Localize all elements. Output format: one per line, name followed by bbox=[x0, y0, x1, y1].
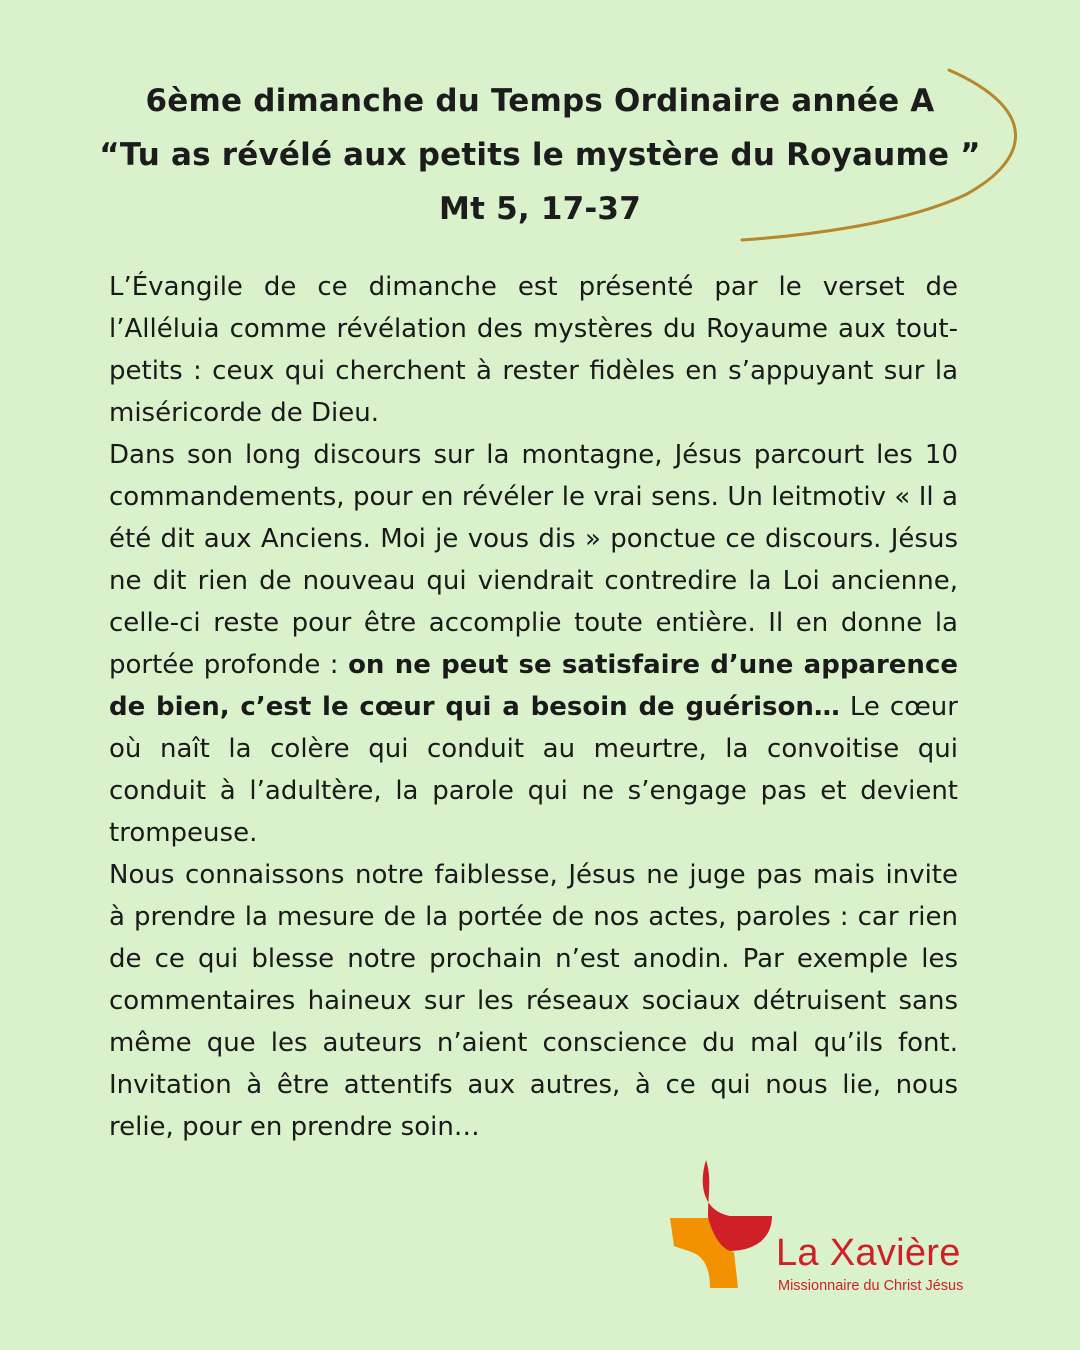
la-xaviere-logo bbox=[668, 1156, 988, 1306]
page-header bbox=[0, 74, 1080, 236]
paragraph-discourse-end: Le cœur où naît la colère qui conduit au meurtre, la convoitise qui conduit à l’adultère, la parole qui ne s’engage pas et devient trompeuse. bbox=[109, 692, 958, 848]
theme-quote: “Tu as révélé aux petits le mystère du Royaume ” bbox=[99, 137, 981, 173]
paragraph-intro: L’Évangile de ce dimanche est présenté par le verset de l’Alléluia comme révélation des mystères du Royaume aux tout-petits : ceux qui cherchent à rester fidèles en s’appuyant sur la miséricorde de Dieu. bbox=[109, 272, 958, 428]
liturgical-date-title: 6ème dimanche du Temps Ordinaire année A bbox=[145, 83, 935, 119]
paragraph-discourse-emphasis: on ne peut se satisfaire d’une apparence de bien, c’est le cœur qui a besoin de guérison… bbox=[109, 650, 958, 722]
paragraph-discourse bbox=[109, 434, 958, 854]
logo-tagline: Missionnaire du Christ Jésus bbox=[778, 1278, 964, 1294]
paragraph-discourse-start: Dans son long discours sur la montagne, Jésus parcourt les 10 commandements, pour en révéler le vrai sens. Un leitmotiv « Il a été dit aux Anciens. Moi je vous dis » ponctue ce discours. Jésus ne dit rien de nouveau qui viendrait contredire la Loi ancienne, celle-ci reste pour être accomplie toute entière. Il en donne la portée profonde : bbox=[109, 440, 958, 680]
logo-name: La Xavière bbox=[776, 1232, 961, 1274]
reflection-text bbox=[109, 266, 958, 1148]
paragraph-conclusion: Nous connaissons notre faiblesse, Jésus ne juge pas mais invite à prendre la mesure de la portée de nos actes, paroles : car rien de ce qui blesse notre prochain n’est anodin. Par exemple les commentaires haineux sur les réseaux sociaux détruisent sans même que les auteurs n’aient conscience du mal qu’ils font. Invitation à être attentifs aux autres, à ce qui nous lie, nous relie, pour en prendre soin… bbox=[109, 860, 958, 1142]
gospel-reference: Mt 5, 17-37 bbox=[439, 191, 641, 227]
cross-logo-icon bbox=[668, 1156, 778, 1296]
